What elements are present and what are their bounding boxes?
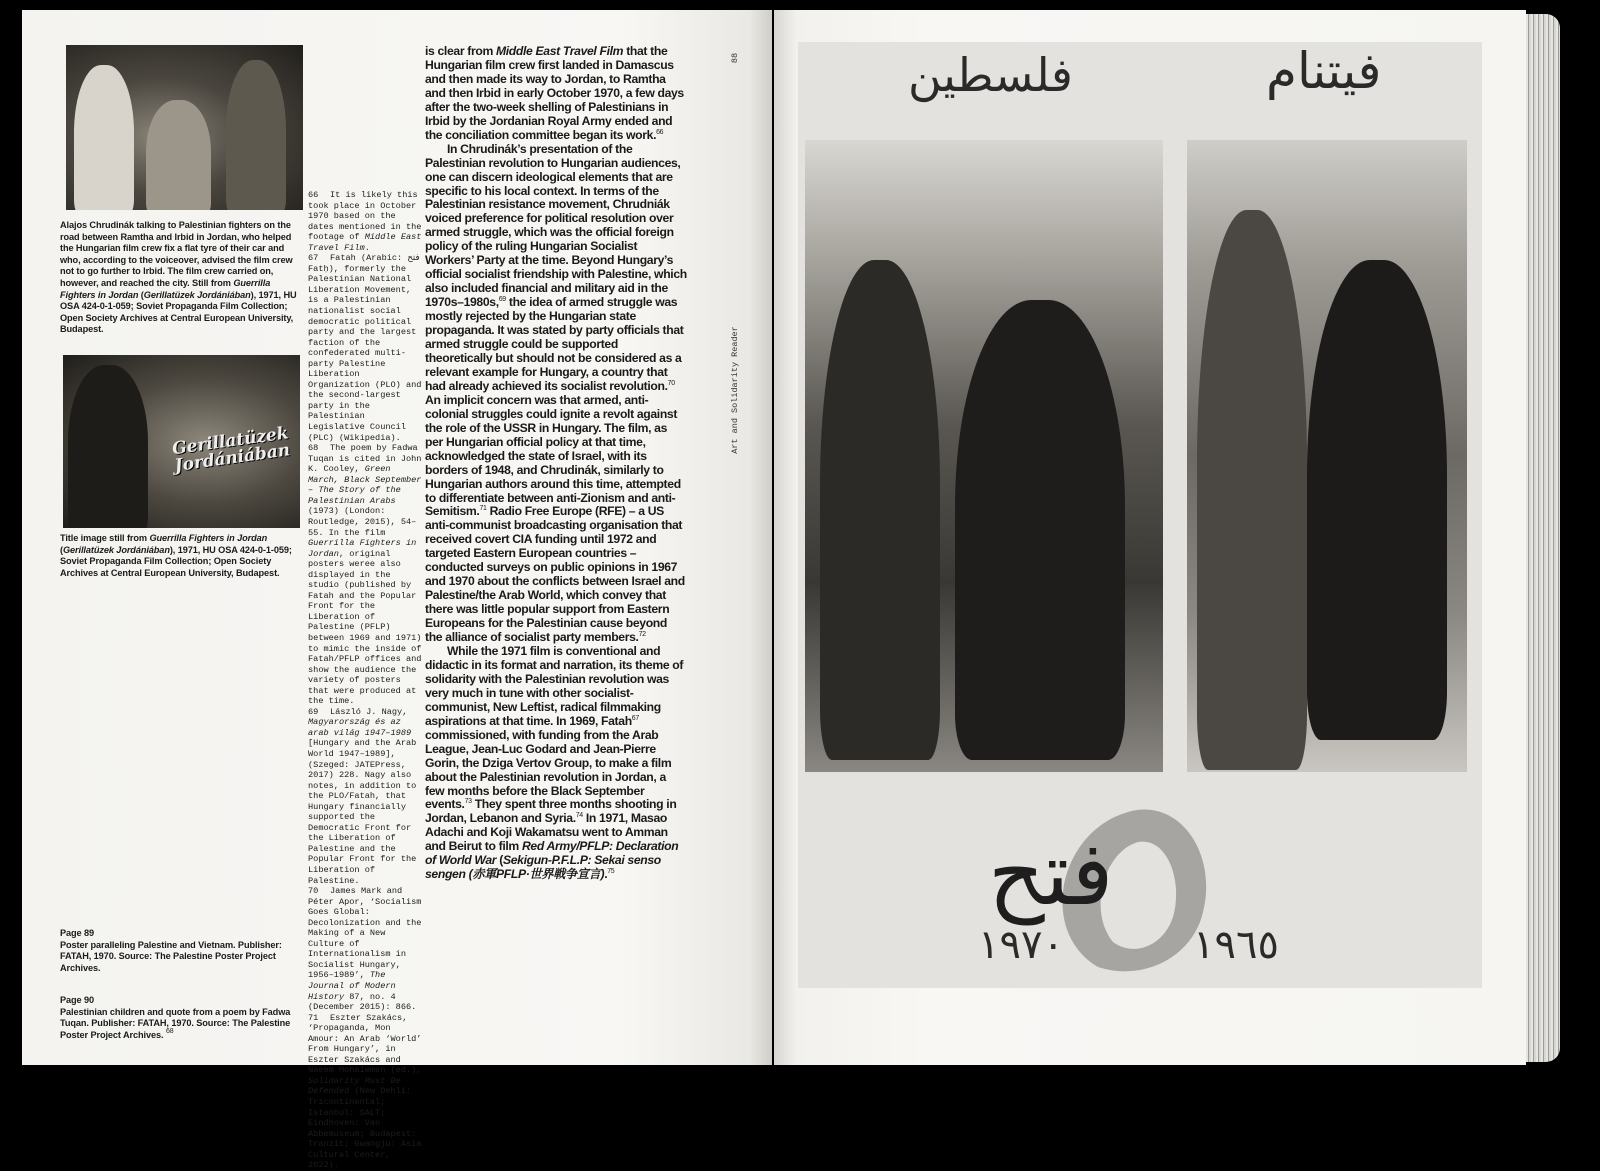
running-head-text: Art and Solidarity Reader: [730, 326, 740, 454]
text-run: The poem by Fadwa Tuqan is cited in John K. Cooley,: [308, 443, 422, 475]
poster-fatah-calligraphy: فتح: [988, 822, 1114, 925]
text-run: Guerrilla Fighters in Jordan: [60, 277, 271, 300]
figure-fighter-keffiyeh: [146, 100, 211, 210]
text-run: 87, no. 4 (December 2015): 866.: [308, 991, 417, 1013]
footnote-reference: 71: [479, 505, 487, 513]
text-run: The Journal of Modern History: [308, 970, 396, 1002]
footnote: [308, 253, 424, 443]
body-paragraph: [425, 45, 687, 143]
poster-photo-palestine: [805, 140, 1163, 772]
text-run: the idea of armed struggle was mostly rejected by the Hungarian state propaganda. It was stated by party officials that armed struggle could be supported theoretically but should not be considered as a relevant example for Hungary, a country that had already achieved its socialist revolution.: [425, 295, 684, 393]
text-run: László J. Nagy,: [330, 706, 408, 717]
text-run: , original posters weree also displayed in the studio (published by Fatah and the Popular Front for the Liberation of Palestine (PFLP) between 1969 and 1971) to mimic the inside of Fatah/PFLP offices and show the audience the variety of posters that were produced at the time.: [308, 548, 422, 707]
text-run: (: [138, 289, 144, 300]
figure-woman: [1307, 260, 1447, 740]
text-run: Solidarity Must Be Defended: [308, 1075, 401, 1097]
text-run: Guerrilla Fighters in Jordan: [149, 533, 268, 543]
film-title-text: Gerillatüzek Jordániában: [170, 423, 292, 477]
text-run: (1973) (London: Routledge, 2015), 54–55. In the film: [308, 506, 417, 538]
plate-note-text: [60, 940, 282, 973]
text-run: [Hungary and the Arab World 1947–1989], (Szeged: JATEPress, 2017) 228. Nagy also notes, in addition to the PLO/Fatah, that Hungary financially supported the Democratic Front for the Liberation of Palestine and the Popular Front for the Liberation of Palestine.: [308, 738, 417, 886]
poster-photo-vietnam: [1187, 140, 1467, 772]
text-run: Red Army/PFLP: Declaration of World War: [425, 839, 679, 868]
footnote-number: 68: [308, 443, 319, 454]
fatah-poster: [798, 42, 1482, 988]
plate-note-text: [60, 1007, 290, 1040]
photo1-caption: [60, 220, 305, 336]
page-number-text: 88: [730, 52, 740, 64]
plate-note-title: Page 90: [60, 995, 95, 1005]
text-run: Guerrilla Fighters in Jordan: [308, 538, 417, 559]
text-run: Alajos Chrudinák talking to Palestinian fighters on the road between Ramtha and Irbid in Jordan, who helped the Hungarian film crew fix a flat tyre of their car and who, according to the voiceover, advised the film crew not to go further to Irbid. The film crew carried on, however, and reached the city. Still from: [60, 220, 293, 288]
text-run: Fatah (Arabic: فتح Fatḥ), formerly the Palestinian National Liberation Movement, is a Palestinian nationalist social democratic political party and the largest faction of the confederated multi-party Palestine Liberation Organization (PLO) and the second-largest party in the Palestinian Legislative Council (PLC) (Wikipedia).: [308, 253, 422, 443]
footnote-reference: 74: [575, 812, 583, 820]
text-run: In 1971, Masao Adachi and Koji Wakamatsu went to Amman and Beirut to film: [425, 811, 668, 854]
text-run: (: [496, 853, 503, 868]
poster-word-palestine: فلسطين: [908, 48, 1073, 102]
figure-man-white-shirt: [74, 65, 134, 210]
footnote-reference: 70: [667, 379, 675, 387]
text-run: An implicit concern was that armed, anti-colonial struggles could ignite a revolt against the role of the USSR in Hungary. The film, as per Hungarian official policy at that time, acknowledged the state of Israel, with its borders of 1948, and Chrudinák, similarly to Hungarian authors around this time, attempted to differentiate between anti-Zionism and anti-Semitism.: [425, 392, 681, 519]
running-head: [728, 320, 742, 460]
footnote: [308, 443, 424, 707]
plate-note-page-89: [60, 928, 305, 974]
footnotes-column: [308, 190, 424, 1171]
footnote-number: 67: [308, 253, 319, 264]
text-run: While the 1971 film is conventional and didactic in its format and narration, its theme of solidarity with the Palestinian revolution was very much in tune with other socialist-communist, New Leftist, radical filmmaking aspirations at that time. In 1969, Fatah: [425, 643, 684, 728]
text-run: Magyarország és az arab világ 1947–1989: [308, 717, 412, 738]
plate-note-title: Page 89: [60, 928, 95, 938]
footnote: [308, 190, 424, 253]
poster-year-1965: ١٩٦٥: [1193, 922, 1279, 968]
footnote-number: 70: [308, 886, 319, 897]
footnote-reference: 69: [498, 296, 506, 304]
text-run: Eszter Szakács, ‘Propaganda, Mon Amour: An Arab ‘World’ From Hungary’, in Eszter Szakács and Naeem Mohaiemen (ed.),: [308, 1012, 422, 1076]
page-edges: [1526, 14, 1560, 1062]
plate-note-page-90: [60, 995, 305, 1041]
text-run: commissioned, with funding from the Arab League, Jean-Luc Godard and Jean-Pierre Gorin, the Dziga Vertov Group, to make a film about the Palestinian revolution in Jordan, a few months before the Black September events.: [425, 727, 672, 812]
footnote-number: 66: [308, 190, 319, 200]
text-run: .: [604, 867, 608, 882]
poster-word-vietnam: فيتنام: [1266, 42, 1382, 100]
body-text-column: [425, 45, 687, 882]
footnote-reference: 73: [464, 798, 472, 806]
footnote-reference: 68: [165, 1027, 174, 1035]
figure-masked-fighter: [68, 365, 148, 528]
page-number: [728, 48, 742, 68]
text-run: that the Hungarian film crew first landed in Damascus and then made its way to Jordan, to Ramtha and then Irbid in early October 1970, a few days after the two-week shelling of Palestinians in Irbid by the Jordanian Royal Army ended and the conciliation committee began its work.: [425, 44, 684, 142]
text-run: Poster paralleling Palestine and Vietnam. Publisher: FATAH, 1970. Source: The Palestine Poster Project Archives.: [60, 939, 282, 973]
text-run: Gerillatüzek Jordániában: [143, 289, 251, 300]
footnote-number: 71: [308, 1012, 319, 1023]
photo2-caption: [60, 533, 305, 579]
text-run: Gerillatüzek Jordániában: [62, 544, 170, 555]
text-run: It is likely this took place in October 1970 based on the dates mentioned in the footage of: [308, 190, 422, 243]
poster-year-1970: ١٩٧٠: [978, 922, 1064, 968]
body-paragraph: [425, 645, 687, 882]
footnote: [308, 707, 424, 886]
text-run: James Mark and Péter Apor, ‘Socialism Goes Global: Decolonization and the Making of a New Culture of Internationalism in Socialist Hungary, 1956–1989’,: [308, 886, 422, 981]
body-paragraph: [425, 143, 687, 645]
text-run: Sekigun-P.F.L.P: Sekai senso sengen: [425, 853, 661, 882]
footnote-reference: 72: [638, 631, 646, 639]
text-run: Green March, Black September – The Story of the Palestinian Arabs: [308, 464, 422, 506]
text-run: They spent three months shooting in Jordan, Lebanon and Syria.: [425, 797, 677, 826]
text-run: .: [364, 242, 370, 253]
figure-soldier-camouflage: [1197, 210, 1307, 770]
footnote-reference: 67: [631, 714, 639, 722]
figure-soldier: [820, 260, 940, 760]
film-still-chrudinak-with-fighters: [66, 45, 303, 210]
text-run: Middle East Travel Film: [308, 232, 422, 253]
text-run: (New Dehli: Tricontinental; Istanbul: SALT; Eindhoven: Van Abbemuseum; Budapest: Tranzit; Gwangju: Asia Cultural Center, 2022).: [308, 1086, 422, 1171]
footnote-reference: 66: [656, 128, 664, 136]
footnote: [308, 1013, 424, 1171]
film-title-still: [63, 355, 300, 528]
text-run: Radio Free Europe (RFE) – a US anti-communist broadcasting organisation that received covert CIA funding until 1972 and targeted Eastern European countries – conducted surveys on public opinions in 1967 and 1970 about the conflicts between Israel and Palestine/the Arab World, which convey that there was little popular support from Eastern Europeans for the Palestinian cause beyond the alliance of socialist party members.: [425, 504, 685, 645]
text-run: Middle East Travel Film: [495, 44, 624, 58]
text-run: Title image still from: [60, 533, 150, 543]
text-run: ), 1971, HU OSA 424-0-1-059; Soviet Propaganda Film Collection; Open Society Archives at Central European University, Budapest.: [60, 544, 292, 578]
text-run: ), 1971, HU OSA 424-0-1-059; Soviet Propaganda Film Collection; Open Society Archives at Central European University, Budapest.: [60, 289, 297, 335]
figure-fighter-right: [226, 60, 286, 210]
text-run: (赤軍PFLP·世界戦争宣言): [468, 867, 605, 882]
figure-crowd: [955, 300, 1125, 760]
text-run: is clear from: [425, 44, 496, 58]
text-run: (: [60, 544, 63, 555]
footnote: [308, 886, 424, 1013]
footnote-number: 69: [308, 706, 319, 717]
text-run: In Chrudinák’s presentation of the Palestinian revolution to Hungarian audiences, one can discern ideological elements that are specific to his local context. In terms of the Palestinian resistance movement, Chrudniák voiced preference for political resolution over armed struggle, which was the official foreign policy of the ruling Hungarian Socialist Workers’ Party at the time. Beyond Hungary’s official socialist friendship with Palestine, which also included financial and military aid in the 1970s–1980s,: [425, 141, 687, 310]
footnote-reference: 75: [607, 868, 615, 876]
text-run: Palestinian children and quote from a poem by Fadwa Tuqan. Publisher: FATAH, 1970. Source: The Palestine Poster Project Archives.: [60, 1006, 291, 1040]
